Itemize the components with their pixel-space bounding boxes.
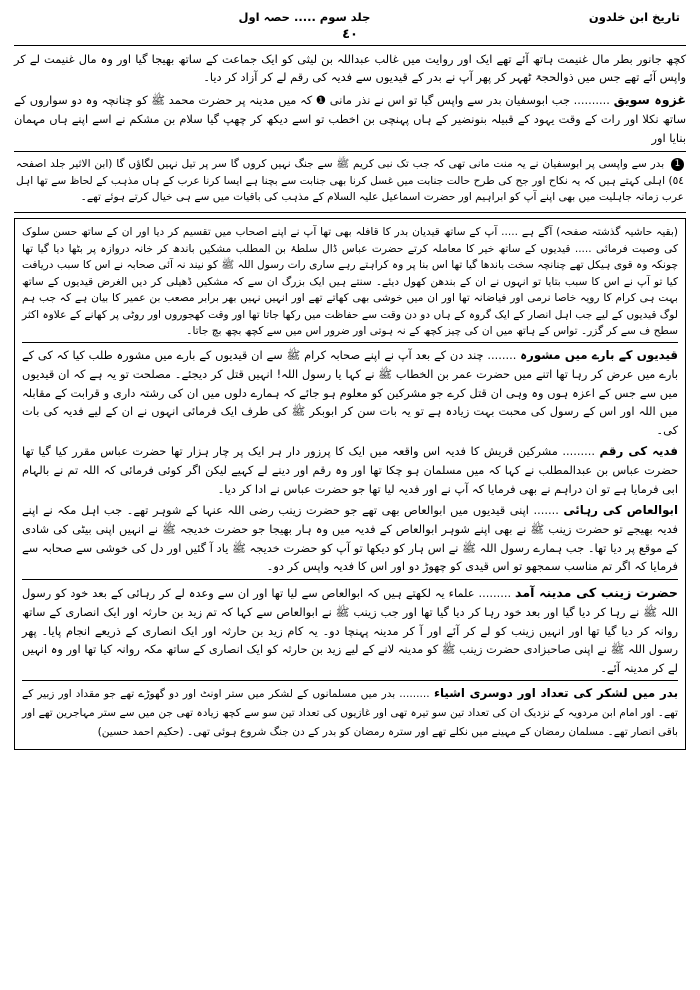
- army-numbers-body: ......... بدر میں مسلمانوں کے لشکر میں ستر اونٹ اور دو گھوڑے تھے جو مقداد اور زبیر کے تھے۔ اور امام ابن مردویہ کے نزدیک ان کی تعداد تین سو تیرہ تھی اور غازیوں کی تعداد تین سو سے کچھ زیادہ تھی جن میں سے ستر مہاجرین تھے اور باقی انصار تھے۔ مسلمان رمضان کے مہینے میں نکلے تھے اور سترہ رمضان کو بدر کے دن جنگ شروع ہوئی تھی۔ (حکیم احمد حسین): [22, 688, 678, 738]
- body-divider-2: [22, 579, 678, 580]
- zainab-body: ......... علماء یہ لکھتے ہیں کہ ابوالعاص سے لیا تھا اور ان سے وعدہ لے کر رہائی کے بعد خود کو رسول اللہ ﷺ نے رہا کر دیا گیا اور بعد خود رہا کر دیا گیا تھا اور جب زینب ﷺ نے ابوالعاص سے کہا کہ تم زید بن حارثہ اور ایک انصاری کے ساتھ روانہ کر دیا گیا تھا اور انہیں زینب کو لے کر آئے اور آ کر مدینہ پہنچا دو۔ یہ کام زید بن حارثہ اور ایک انصاری کے ذریعے انجام پایا۔ پھر رسول اللہ ﷺ نے اپنی صاحبزادی حضرت زینب ﷺ کو مدینہ لانے کے لیے زید بن حارثہ کو ایک انصاری کے ساتھ مکہ روانہ کیا تھا اور وہ انہیں لے کر مدینہ آئے۔: [22, 585, 678, 675]
- prisoners-consultation-body: ........ چند دن کے بعد آپ نے اپنے صحابہ کرام ﷺ سے ان قیدیوں کے بارے میں مشورہ طلب کیا کہ کی کے بارے میں عرض کر رہا تھا اتنے میں حضرت عمر بن الخطاب ﷺ نے کہا یا رسول اللہ! انہیں قتل کر دیجئے۔ مصلحت تو یہ ہے کہ ان قیدیوں میں سے جس کے اعزہ ہوں وہ وہی ان قتل کرے جو مشرکین کو معلوم ہو جائے کہ ہمارے دلوں میں ان کی رشتہ داری و قرابت کے مقابلہ میں اللہ اور اس کے رسول کی محبت بہت زیادہ ہے تو یہ بات سن کر ابوبکر ﷺ کی طرف ایک فرمائی انہوں نے ان کے لیے فدیہ کی بات کی۔: [22, 348, 678, 437]
- main-body: [14, 218, 686, 750]
- footnote-paragraph: [16, 156, 684, 205]
- prisoners-consultation-title: قیدیوں کے بارے میں مشورہ: [520, 348, 679, 363]
- header-book-title: تاریخ ابن خلدون: [588, 10, 680, 24]
- section-prisoners-consultation: [22, 346, 678, 439]
- zainab-title: حضرت زینب کی مدینہ آمد: [515, 584, 678, 600]
- abul-aas-body: ....... اپنی قیدیوں میں ابوالعاص بھی تھے جو حضرت زینب رضی اللہ عنہا کے شوہر تھے۔ جب اہل مکہ نے اپنے فدیہ بھیجے تو حضرت زینب ﷺ نے بھی اپنے شوہر ابوالعاص کے فدیہ میں وہ ہار بھیجا جو حضرت خدیجہ ﷺ نے انہیں اپنی بیٹی کی شادی کے موقع پر دیا تھا۔ جب ہمارے رسول اللہ ﷺ نے اس ہار کو دیکھا تو آپ کو حضرت خدیجہ ﷺ یاد آ گئیں اور دل کی خوشی سے صحابہ سے فرمایا کہ اگر تم مناسب سمجھو تو اس قیدی کو چھوڑ دو اور اس کا فدیہ واپس کر دو۔: [22, 503, 678, 574]
- body-divider-1: [22, 342, 678, 343]
- footnote-marker-icon: 1: [671, 158, 684, 171]
- section-ghazwa-sawiq: [14, 90, 686, 147]
- fidya-body: ......... مشرکین قریش کا فدیہ اس واقعہ میں ایک کا پرزور دار ہر ایک پر چار ہزار تھا حضرت عباس مقرر کیا گیا تھا حضرت عباس بن عبدالمطلب نے کہا کہ میں مسلمان ہو چکا تھا اور وہ رقم اور دینے لے کہیے لیکن اگر کوئی فرمائی کہ اللہ تم نے بالہام ابی فرمایا ہے تو ان دراہم نے بھی فرمایا کہ آپ نے اور فدیہ لیا تھا جو حضرت عباس نے ادا کر دیا۔: [22, 444, 678, 496]
- body-divider-3: [22, 680, 678, 681]
- prisoners-treatment-paragraph: (بقیہ حاشیہ گذشتہ صفحہ) آگے ہے ..... آپ کے ساتھ قیدیان بدر کا قافلہ بھی تھا آپ نے اپنے اصحاب میں تقسیم کر دیا اور ان کے ساتھ حسن سلوک کی وصیت فرمائی ..... قیدیوں کے ساتھ خیر کا معاملہ کرتے حضرت عباس ڈال سلطۂ بن المطلب مشکیں باندھ کر خانہ دروازہ پر بٹھا دیا گیا تھا چونکہ وہ قوی ہیکل تھے چنانچہ سخت باندھا گیا تھا اس بنا پر وہ کراہتے رہے ساری رات رسول اللہ ﷺ کو نیند نہ آئی صحابہ نے اس کا سبب دریافت کیا تو آپ نے اس کا سبب بتایا تو انہوں نے ان کے بندھن کھول دیئے۔ سنتے ہیں ایک بزرگ ان سے کہ مشکیں ڈھیلی کر دیں الغرض قیدیوں کے ساتھ بہت ہی کرام کا رویہ خاصا نرمی اور فیاضانہ تھا اور ان میں خوشی بھی کھاتے تھے اور انہیں نہیں بھر برابر مصعب بن عمیر کا بیان ہے کہ جب ہم لوگ قیدیوں کے لیے جب اہل انصار کے ایک گروہ کے ہاں دو دن وقت سے حفاظت میں رکھا جاتا تھا اور وقت کھجوروں اور روٹی پر کھانے کے علاوہ اکثر سطح ف سے کر گزر۔ تواس کے ہاتھ میں ان کی چیز کچھ کے نہ ہوتی اور ضرور اس میں سے کچھ بچھ بچ جاتا۔: [22, 226, 678, 337]
- section-abul-aas: [22, 501, 678, 576]
- army-numbers-title: بدر میں لشکر کی تعداد اور دوسری اشیاء: [433, 686, 679, 701]
- section-army-numbers: [22, 684, 678, 740]
- footnote-text: بدر سے واپسی پر ابوسفیان نے یہ منت مانی تھی کہ جب تک نبی کریم ﷺ سے جنگ نہیں کروں گا سر پر تیل نہیں لگاؤں گا (ابن الاثیر جلد اصفحہ ٥٤) اہلی کہتے ہیں کہ یہ نکاح اور جح کی طرح حالت جنابت میں غسل کرنا بھی جنابت سے بچنا ہے ایسا کرنا عرب کے ہاں مذہب کے لحاظ سے تھا اہل عرب زمانہ جاہلیت میں بھی اپنے آپ کو ابراہیم اور حضرت اسماعیل علیہ السلام کے مذہب کی باقیات میں سے ہی خیال کرتے ہوئے تھے۔: [16, 158, 684, 204]
- header-divider: [14, 45, 686, 46]
- section-zainab: [22, 583, 678, 677]
- page-number: ٤٠: [342, 27, 358, 42]
- page-header: [14, 10, 686, 26]
- fidya-title: فدیہ کی رقم: [599, 444, 678, 459]
- section-fidya: [22, 442, 678, 498]
- top-paragraph: کچھ جانور بطر مال غنیمت ہاتھ آئے تھے ایک اور روایت میں غالب عبداللہ بن لیثی کو ایک جماعت کے ساتھ بھیجا گیا اور وہ مال غنیمت لے کر واپس آئے تھے جس میں ذوالحجۃ ٹھہر کر پھر آپ نے بدر کے قیدیوں سے فدیہ کی رقم لے کر آزاد کر دیا۔: [14, 52, 686, 85]
- header-volume: جلد سوم ..... حصہ اول: [238, 10, 371, 24]
- ghazwa-sawiq-title: غزوہ سویق: [613, 91, 687, 107]
- ghazwa-sawiq-body: .......... جب ابوسفیان بدر سے واپس گیا تو اس نے نذر مانی ❶ کہ میں مدینہ پر حضرت محمد ﷺ کو چنانچہ وہ دو سواروں کے ساتھ نکلا اور رات کے وقت یہود کے قبیلہ بنونضیر کے ہاں پہنچی بن اخطب تو اسے دیکھ کر چھپ گیا سلام بن مشکم نے اسے اپنے ہاں مہمان بنایا اور: [14, 92, 687, 145]
- abul-aas-title: ابوالعاص کی رہائی: [563, 503, 678, 518]
- footnote-block: [14, 151, 686, 213]
